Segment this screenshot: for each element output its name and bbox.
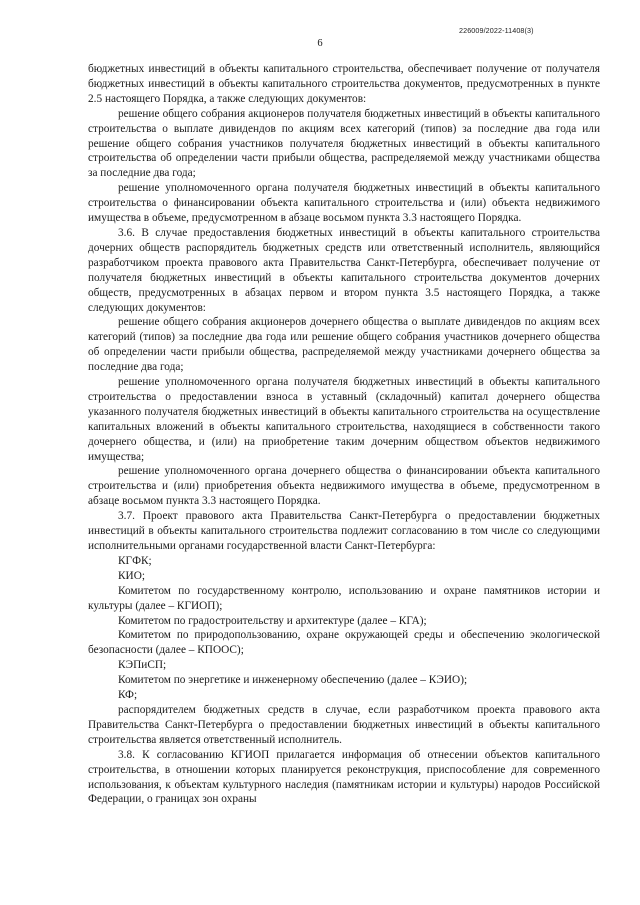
page-number: 6: [317, 38, 323, 49]
document-id: 226009/2022-11408(3): [459, 26, 534, 35]
paragraph: решение уполномоченного органа дочернего общества о финансировании объекта капитального строительства и (или) приобретения объекта недвижимого имущества в объеме, предусмотренном в абзаце восьмом пункта 3.3 настоящего Порядка.: [88, 465, 600, 508]
list-item: Комитетом по энергетике и инженерному обеспечению (далее – КЭИО);: [118, 674, 468, 687]
paragraph: распорядителем бюджетных средств в случае, если разработчиком проекта правового акта Правительства Санкт-Петербурга о предоставлении бюджетных инвестиций в объекты капитального строительства является ответственный исполнитель.: [88, 703, 600, 746]
list-item: КИО;: [118, 569, 145, 582]
list-item: Комитетом по градостроительству и архитектуре (далее – КГА);: [118, 614, 427, 627]
list-item: Комитетом по природопользованию, охране окружающей среды и обеспечению экологической безопасности (далее – КПООС);: [88, 629, 600, 657]
paragraph: бюджетных инвестиций в объекты капитального строительства, обеспечивает получение от получателя бюджетных инвестиций в объекты капитального строительства документов, предусмотренных в пункте 2.5 настоящего Порядка, а также следующих документов:: [88, 63, 600, 105]
paragraph: решение общего собрания акционеров дочернего общества о выплате дивидендов по акциям всех категорий (типов) за последние два года или решение общего собрания участников дочернего общества об определении части прибыли общества, распределяемой между участниками дочернего общества за последние два года;: [88, 316, 600, 374]
paragraph: 3.7. Проект правового акта Правительства Санкт-Петербурга о предоставлении бюджетных инвестиций в объекты капитального строительства подлежит согласованию в том числе со следующими исполнительными органами государственной власти Санкт-Петербурга:: [88, 510, 600, 552]
document-body: [88, 62, 600, 807]
paragraph: 3.8. К согласованию КГИОП прилагается информация об отнесении объектов капитального строительства, в отношении которых планируется реконструкция, приспособление для современного использования, к объектам культурного наследия (памятникам истории и культуры) народов Российской Федерации, о границах зон охраны: [88, 748, 600, 806]
paragraph: 3.6. В случае предоставления бюджетных инвестиций в объекты капитального строительства дочерних обществ распорядитель бюджетных средств или ответственный исполнитель, являющийся разработчиком проекта правового акта Правительства Санкт-Петербурга, обеспечивает получение от получателя бюджетных инвестиций в объекты капитального строительства документов дочерних обществ, предусмотренных в абзацах первом и втором пункта 3.5 настоящего Порядка, а также следующих документов:: [88, 226, 600, 314]
paragraph: решение уполномоченного органа получателя бюджетных инвестиций в объекты капитального строительства о финансировании объекта капитального строительства и (или) объекта недвижимого имущества в объеме, предусмотренном в абзаце восьмом пункта 3.3 настоящего Порядка.: [88, 182, 600, 225]
list-item: КФ;: [118, 689, 138, 702]
paragraph: решение общего собрания акционеров получателя бюджетных инвестиций в объекты капитального строительства о выплате дивидендов по акциям всех категорий (типов) за последние два года или решение общего собрания участников получателя бюджетных инвестиций в объекты капитального строительства об определении части прибыли общества, распределяемой между участниками общества за последние два года;: [88, 107, 600, 180]
list-item: Комитетом по государственному контролю, использованию и охране памятников истории и культуры (далее – КГИОП);: [88, 584, 600, 612]
list-item: КГФК;: [118, 554, 152, 567]
paragraph: решение уполномоченного органа получателя бюджетных инвестиций в объекты капитального строительства о предоставлении взноса в уставный (складочный) капитал дочернего общества указанного получателя бюджетных инвестиций в объекты капитального строительства на осуществление капитальных вложений в объекты капитального строительства, находящиеся в собственности такого дочернего общества, и (или) на приобретение таким дочерним обществом объектов недвижимого имущества;: [88, 376, 600, 463]
list-item: КЭПиСП;: [118, 659, 167, 672]
